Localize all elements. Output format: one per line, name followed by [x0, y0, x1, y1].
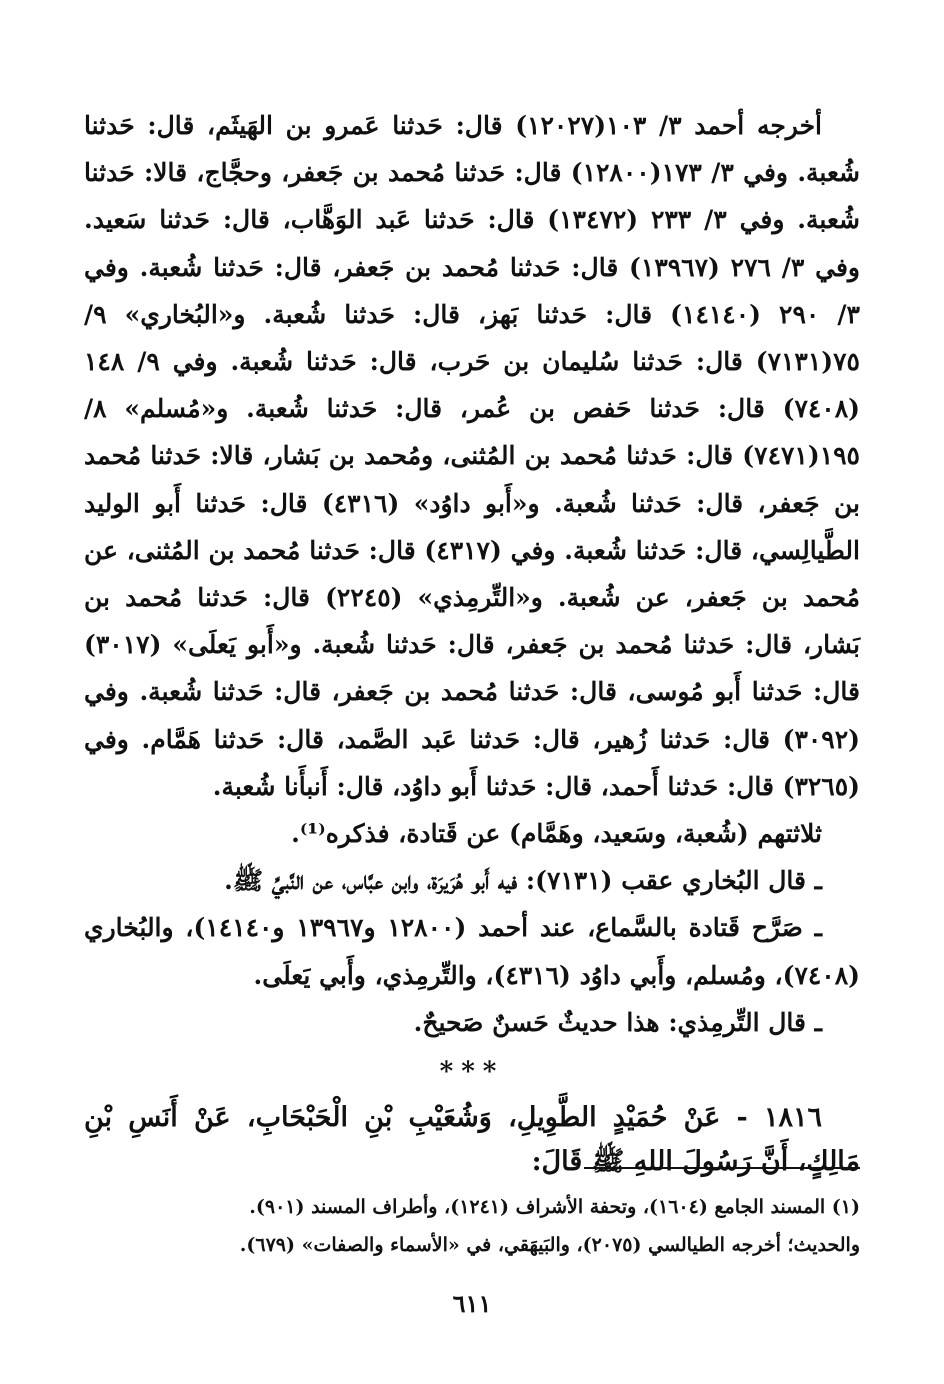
page-number: ٦١١	[452, 1289, 492, 1318]
summary-paragraph: ثلاثتهم (شُعبة، وسَعيد، وهَمَّام) عن قَتادة، فذكره⁽¹⁾.	[291, 819, 822, 849]
footnote-1: (١) المسند الجامع (١٦٠٤)، وتحفة الأشراف (١٢٤١)، وأطراف المسند (٩٠١).	[249, 1196, 860, 1218]
takhrij-paragraph: أخرجه أحمد ٣/ ١٠٣(١٢٠٢٧) قال: حَدثنا عَمرو بن الهَيثَم، قال: حَدثنا شُعبة. وفي ٣/ ١٧٣(١٢٨٠٠) قال: حَدثنا مُحمد بن جَعفر، وحجَّاج، قالا: حَدثنا شُعبة. وفي ٣/ ٢٣٣ (١٣٤٧٢) قال: حَدثنا عَبد الوَهَّاب، قال: حَدثنا سَعيد. وفي ٣/ ٢٧٦ (١٣٩٦٧) قال: حَدثنا مُحمد بن جَعفر، قال: حَدثنا شُعبة. وفي ٣/ ٢٩٠ (١٤١٤٠) قال: حَدثنا بَهز، قال: حَدثنا شُعبة. و«البُخاري» ٩/ ٧٥(٧١٣١) قال: حَدثنا سُليمان بن حَرب، قال: حَدثنا شُعبة. وفي ٩/ ١٤٨ (٧٤٠٨) قال: حَدثنا حَفص بن عُمر، قال: حَدثنا شُعبة. و«مُسلم» ٨/ ١٩٥(٧٤٧١) قال: حَدثنا مُحمد بن المُثنى، ومُحمد بن بَشار، قالا: حَدثنا مُحمد بن جَعفر، قال: حَدثنا شُعبة. و«أَبو داوُد» (٤٣١٦) قال: حَدثنا أَبو الوليد الطَّيالِسي، قال: حَدثنا شُعبة. وفي (٤٣١٧) قال: حَدثنا مُحمد بن المُثنى، عن مُحمد بن جَعفر، عن شُعبة. و«التِّرمِذي» (٢٢٤٥) قال: حَدثنا مُحمد بن بَشار، قال: حَدثنا مُحمد بن جَعفر، قال: حَدثنا شُعبة. و«أَبو يَعلَى» (٣٠١٧) قال: حَدثنا أَبو مُوسى، قال: حَدثنا مُحمد بن جَعفر، قال: حَدثنا شُعبة. وفي (٣٠٩٢) قال: حَدثنا زُهير، قال: حَدثنا عَبد الصَّمد، قال: حَدثنا هَمَّام. وفي (٣٢٦٥) قال: حَدثنا أَحمد، قال: حَدثنا أَبو داوُد، قال: أَنبأَنا شُعبة.	[84, 111, 860, 801]
footnote-rule	[584, 1167, 860, 1169]
main-text	[84, 102, 860, 1184]
tirmidhi-note: ـ قال التِّرمِذي: هذا حديثٌ حَسنٌ صَحيحٌ.	[413, 1007, 822, 1037]
section-separator: ***	[439, 1057, 505, 1088]
footnote-2: والحديث؛ أخرجه الطيالسي (٢٠٧٥)، والبَيهَقي، في «الأسماء والصفات» (٦٧٩).	[239, 1234, 860, 1256]
footnotes	[84, 1188, 860, 1264]
qatada-note: ـ صَرَّح قَتادة بالسَّماع، عند أحمد (١٢٨٠٠ و١٣٩٦٧ و١٤١٤٠)، والبُخاري (٧٤٠٨)، ومُسلم، وأَبي داوُد (٤٣١٦)، والتِّرمِذي، وأَبي يَعلَى.	[84, 913, 860, 990]
bukhari-note: ـ قال البُخاري عقب (٧١٣١): فيه أَبو هُرَيرَة، وابن عبَّاس، عن النَّبيِّ ﷺ.	[224, 866, 822, 896]
hadith-text: ١٨١٦ - عَنْ حُمَيْدٍ الطَّوِيلِ، وَشُعَيْبِ بْنِ الْحَبْحَابِ، عَنْ أَنَسِ بْنِ مَالِكٍ، أَنَّ رَسُولَ اللهِ ﷺ قَالَ:	[84, 1102, 860, 1178]
